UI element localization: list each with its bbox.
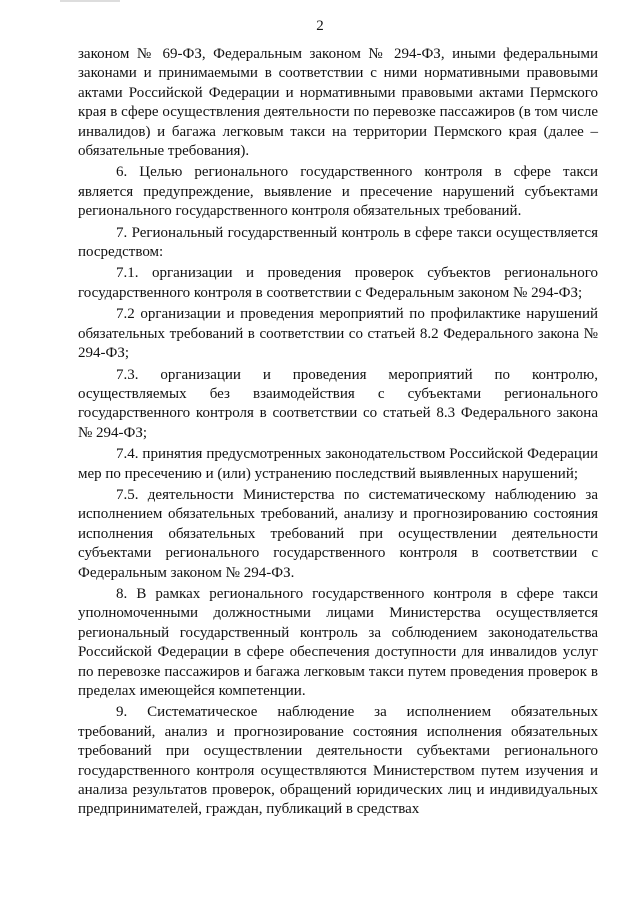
page-number: 2 xyxy=(316,18,324,34)
paragraph-continuation: законом № 69-ФЗ, Федеральным законом № 294-ФЗ, иными федеральными законами и принимаемыми в соответствии с ними нормативными правовыми актами Российской Федерации и нормативными правовыми актами Пермского края в сфере осуществления деятельности по перевозке пассажиров (в том числе инвалидов) и багажа легковым такси на территории Пермского края (далее – обязательные требования). xyxy=(78,46,598,160)
scan-artifact xyxy=(60,0,120,2)
document-body xyxy=(78,45,598,822)
paragraph-7-3: 7.3. организации и проведения мероприятий по контролю, осуществляемых без взаимодействия с субъектами регионального государственного контроля в соответствии со статьей 8.3 Федерального закона № 294-ФЗ; xyxy=(78,366,598,441)
paragraph-9: 9. Систематическое наблюдение за исполнением обязательных требований, анализ и прогнозирование состояния исполнения обязательных требований при осуществлении деятельности субъектами регионального государственного контроля осуществляются Министерством путем изучения и анализа результатов проверок, обращений юридических лиц и индивидуальных предпринимателей, граждан, публикаций в средствах xyxy=(78,704,598,818)
paragraph-7-5: 7.5. деятельности Министерства по систематическому наблюдению за исполнением обязательных требований, анализу и прогнозированию состояния исполнения обязательных требований при осуществлении деятельности субъектами регионального государственного контроля в соответствии с Федеральным законом № 294-ФЗ. xyxy=(78,486,598,581)
paragraph-8: 8. В рамках регионального государственного контроля в сфере такси уполномоченными должностными лицами Министерства осуществляется региональный государственный контроль за соблюдением законодательства Российской Федерации в сфере обеспечения доступности для инвалидов услуг по перевозке пассажиров и багажа легковым такси путем проведения проверок в пределах имеющейся компетенции. xyxy=(78,585,598,699)
paragraph-7: 7. Региональный государственный контроль в сфере такси осуществляется посредством: xyxy=(78,224,598,261)
paragraph-6: 6. Целью регионального государственного контроля в сфере такси является предупреждение, выявление и пресечение нарушений субъектами регионального государственного контроля обязательных требований. xyxy=(78,164,598,220)
paragraph-7-4: 7.4. принятия предусмотренных законодательством Российской Федерации мер по пресечению и (или) устранению последствий выявленных нарушений; xyxy=(78,446,598,482)
paragraph-7-2: 7.2 организации и проведения мероприятий по профилактике нарушений обязательных требований в соответствии со статьей 8.2 Федерального закона № 294-ФЗ; xyxy=(78,306,598,362)
paragraph-7-1: 7.1. организации и проведения проверок субъектов регионального государственного контроля в соответствии с Федеральным законом № 294-ФЗ; xyxy=(78,265,598,301)
